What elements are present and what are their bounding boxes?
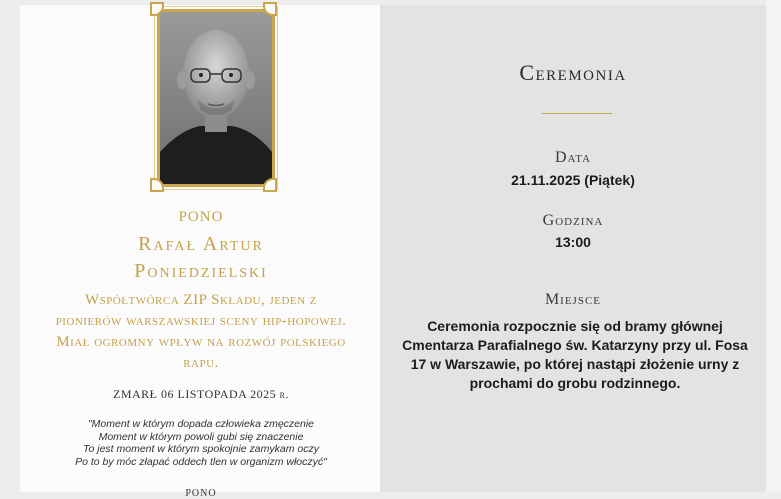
page-edge-strip <box>766 0 781 492</box>
quote-line: Po to by móc złapać oddech tlen w organizm włoczyć" <box>75 455 327 468</box>
quote-line: Moment w którym powoli gubi się znaczenie <box>98 430 304 443</box>
memorial-quote <box>30 418 372 468</box>
ceremony-panel <box>380 5 766 492</box>
ceremony-title: Ceremonia <box>519 60 627 85</box>
place-label: Miejsce <box>544 291 602 308</box>
frame-corner-ornament <box>263 178 277 192</box>
time-value: 13:00 <box>555 234 591 250</box>
quote-line: To jest moment w którym spokojnie zamykam oczy <box>83 443 319 455</box>
memorial-card <box>20 5 382 499</box>
full-name-first: Rafał Artur <box>138 233 264 255</box>
date-of-death: ZMARŁ 06 LISTOPADA 2025 r. <box>112 387 290 401</box>
gold-divider <box>542 113 612 114</box>
portrait-photo <box>157 9 275 187</box>
quote-signature: PONO <box>185 488 217 499</box>
date-value: 21.11.2025 (Piątek) <box>511 172 635 188</box>
quote-line: "Moment w którym dopada człowieka zmęczenie <box>87 418 315 430</box>
time-label: Godzina <box>542 212 604 229</box>
nickname: PONO <box>178 209 224 225</box>
biography-text: Współtwórca ZIP Składu, jeden z pionierów warszawskiej sceny hip-hopowej. Miał ogromny wpływ na rozwój polskiego rapu. <box>55 292 347 371</box>
full-name-last: Poniedzielski <box>134 260 268 282</box>
date-label: Data <box>554 149 592 166</box>
place-value: Ceremonia rozpocznie się od bramy głównej Cmentarza Parafialnego św. Katarzyny przy ul. Fosa 17 w Warszawie, po której nastąpi złożenie urny z prochami do grobu rodzinnego. <box>402 318 748 391</box>
